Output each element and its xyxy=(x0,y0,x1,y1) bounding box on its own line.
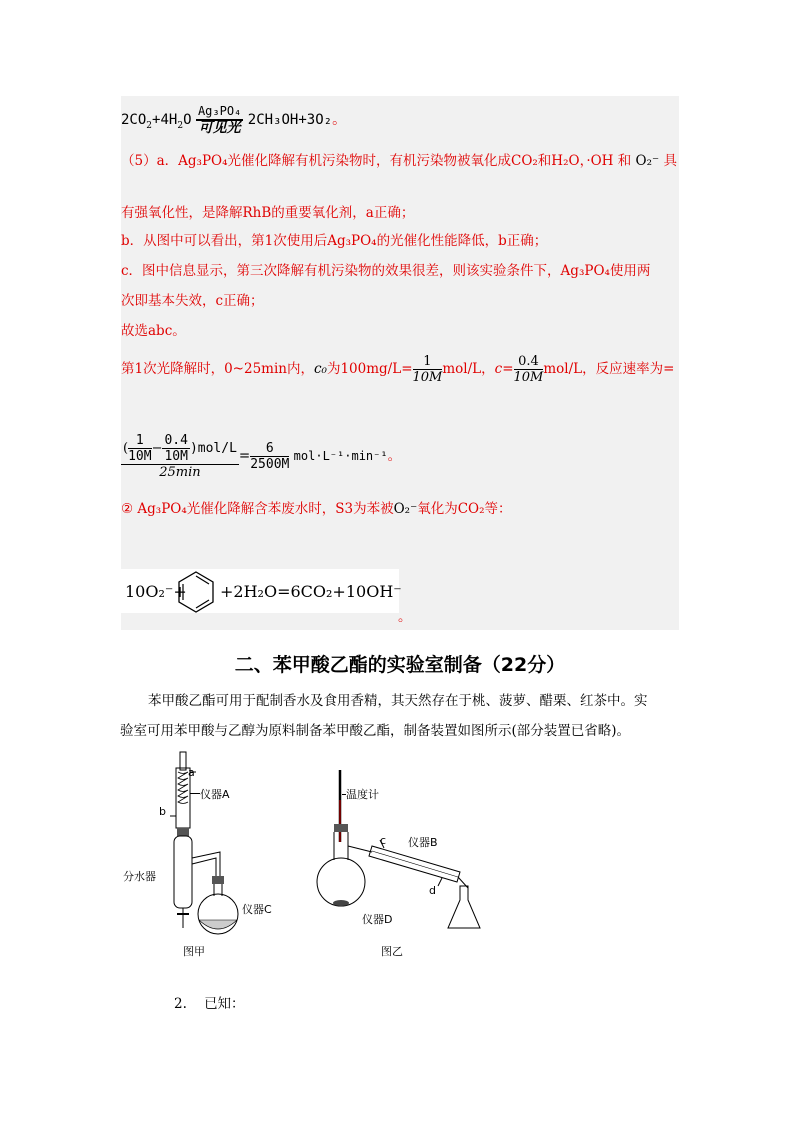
result-den: 2500M xyxy=(250,457,290,472)
rate-unit2: mol/L，反应速率为= xyxy=(543,361,675,377)
frac-a-den: 10M xyxy=(128,449,152,464)
rate-big-num xyxy=(121,433,239,465)
rate-equation xyxy=(121,428,401,484)
rate-frac1-den: 10M xyxy=(412,370,443,385)
rate-frac-a xyxy=(128,433,151,464)
known-number: 2. xyxy=(174,996,187,1012)
apparatus-yi xyxy=(310,760,510,940)
rate-result xyxy=(250,441,289,472)
answer-choice: 故选abc。 xyxy=(121,323,186,339)
instrument-a-label: 仪器A xyxy=(200,788,230,801)
known-line xyxy=(174,995,245,1013)
figure-jia-caption: 图甲 xyxy=(183,945,205,958)
rate-big-den: 25min xyxy=(159,465,201,480)
rate-frac1-num: 1 xyxy=(413,354,443,370)
instrument-c-label: 仪器C xyxy=(242,903,272,916)
instrument-a-leader xyxy=(190,793,200,794)
rate-c0: c₀ xyxy=(313,361,327,377)
answer-5b: b．从图中可以看出，第1次使用后Ag₃PO₄的光催化性能降低，b正确； xyxy=(121,233,548,249)
eq-period: 。 xyxy=(332,112,347,128)
benzene-text: ② Ag₃PO₄光催化降解含苯废水时，S3为苯被 xyxy=(121,501,394,517)
label-b: b xyxy=(159,805,166,818)
frac-b-den: 10M xyxy=(164,449,188,464)
rate-eq: = xyxy=(502,361,514,377)
answer-5a-o2: O₂⁻ xyxy=(635,153,660,169)
answer-5c-line1: c．图中信息显示，第三次降解有机污染物的效果很差，则该实验条件下，Ag₃PO₄使用两 xyxy=(121,263,651,279)
rate-frac2-den: 10M xyxy=(513,370,544,385)
rate-prefix: 第1次光降解时，0~25min内， xyxy=(121,361,314,377)
eq-right: 2CH₃OH+3O₂ xyxy=(247,112,333,128)
label-c: c xyxy=(380,834,387,847)
condition-light: 可见光 xyxy=(198,120,241,136)
separator-label: 分水器 xyxy=(123,870,156,883)
equation-co2-to-methanol: $2CO_2+4H_2O$ $\frac{\text{Ag₃PO₄}}{\text{可见光}}$ 2CH₃OH+3O₂。 xyxy=(121,104,347,136)
rate-frac2 xyxy=(514,354,544,385)
answer-5a-line1 xyxy=(121,152,677,170)
benzene-eq-left: 10O₂⁻+ xyxy=(125,582,187,601)
rate-big-frac xyxy=(121,433,239,480)
label-a: a xyxy=(188,766,195,779)
minus: − xyxy=(151,441,163,456)
rate-period: 。 xyxy=(387,448,402,464)
instrument-d-label: 仪器D xyxy=(362,913,393,926)
answer-5a-tail: 具 xyxy=(663,153,677,169)
reaction-condition xyxy=(196,104,243,136)
benzene-equation-right xyxy=(220,580,402,604)
answer-5a-text: （5）a．Ag₃PO₄光催化降解有机污染物时，有机污染物被氧化成CO₂和H₂O，·OH 和 xyxy=(121,153,632,169)
figure-yi-caption: 图乙 xyxy=(381,945,403,958)
rate-eq-sign: = xyxy=(238,448,251,464)
paren-open: ( xyxy=(123,441,129,456)
condition-catalyst: Ag₃PO₄ xyxy=(196,104,243,121)
rate-frac1 xyxy=(413,354,443,385)
instrument-b-label: 仪器B xyxy=(408,836,438,849)
section-title: 二、苯甲酸乙酯的实验室制备（22分） xyxy=(234,654,566,676)
rate-frac-b xyxy=(162,433,189,464)
thermometer-leader xyxy=(342,794,346,795)
benzene-text2: 氧化为CO₂等： xyxy=(417,501,512,517)
rate-frac2-num: 0.4 xyxy=(514,354,544,370)
intro-line1: 苯甲酸乙酯可用于配制香水及食用香精，其天然存在于桃、菠萝、醋栗、红茶中。实 xyxy=(148,693,648,709)
known-text: 已知： xyxy=(204,996,245,1012)
eq-left: 2CO xyxy=(121,112,147,128)
frac-a-num: 1 xyxy=(128,433,151,449)
benzene-o2: O₂⁻ xyxy=(393,501,418,517)
benzene-eq-right: +2H₂O=6CO₂+10OH⁻ xyxy=(220,582,402,601)
benzene-ring-icon xyxy=(176,569,216,615)
answer-5c-line2: 次即基本失效，c正确； xyxy=(121,293,264,309)
benzene-period: 。 xyxy=(398,609,412,625)
thermometer-label: 温度计 xyxy=(346,788,379,801)
paren-close-unit: )mol/L xyxy=(189,441,237,456)
rate-unit1: mol/L， xyxy=(442,361,495,377)
rate-c0-val: 为100mg/L= xyxy=(326,361,413,377)
frac-b-num: 0.4 xyxy=(164,433,188,448)
eq-mid: +4H xyxy=(152,112,178,128)
rate-c: c xyxy=(494,361,503,377)
label-d: d xyxy=(429,884,436,897)
eq-h2o: O xyxy=(183,112,192,128)
rate-unit: mol·L⁻¹·min⁻¹ xyxy=(293,449,388,463)
rate-line xyxy=(121,352,674,386)
benzene-line xyxy=(121,500,512,518)
intro-line2: 验室可用苯甲酸与乙醇为原料制备苯甲酸乙酯，制备装置如图所示(部分装置已省略)。 xyxy=(120,723,631,739)
answer-5a-line2: 有强氧化性，是降解RhB的重要氧化剂，a正确； xyxy=(121,205,415,221)
result-num: 6 xyxy=(250,441,289,457)
